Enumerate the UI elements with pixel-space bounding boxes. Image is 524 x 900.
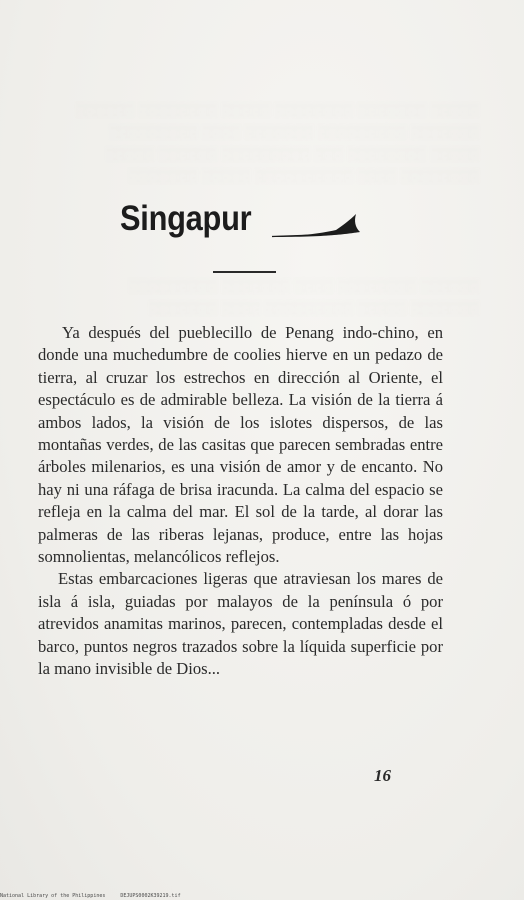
chapter-title: Singapur xyxy=(120,199,252,238)
flourish-ornament xyxy=(270,210,362,240)
paragraph-1: Ya después del pueblecillo de Penang indo-chino, en donde una muchedumbre de coolies hierve en un pedazo de tierra, al cruzar los estrechos en dirección al Oriente, el espectáculo es de admirable belleza. La visión de la tierra á ambos lados, la visión de los islotes dispersos, de las montañas verdes, de las casitas que parecen sembradas entre árboles milenarios, es una visión de amor y de encanto. No hay ni una ráfaga de brisa iracunda. La calma del espacio se refleja en la calma del mar. El sol de la tarde, al dorar las palmeras de las riberas lejanas, produce, entre las hojas somnolientas, melancólicos reflejos. xyxy=(38,323,443,567)
scan-footer xyxy=(0,893,181,899)
chapter-heading xyxy=(120,198,420,248)
body-text xyxy=(38,322,443,681)
bleed-through-texture: ░░░░░ ░░░░░░░ ░░░░░░░░ ░░░░░ ░░░░░░░░ ░░░░░░ ░░░░░░░ ░░░░░░░░░ ░░░░░░░ ░░░░ ░░░░░░░░░ ░░░░░ ░░░░░░░░ ░░░ ░░░░░░░░░ ░░░░░░ ░░░░░ ░░░░░░░░ ░░░░ ░░░░░░░░░░ ░░░░░ ░░░░░░░ ░░░░░░ ░░░░░░░░ ░░░░ ░░░░░░░ ░░░░░░░░░ ░░░░░░░ ░░░░░ ░░░░░░░░░ ░░░░ ░░░░░░░ xyxy=(75,103,480,316)
paragraph-2: Estas embarcaciones ligeras que atraviesan los mares de isla á isla, guiadas por malayos de la península ó por atrevidos anamitas marinos, parecen, contempladas desde el barco, puntos negros trazados sobre la líquida superficie por la mano invisible de Dios... xyxy=(38,569,443,679)
page-number: 16 xyxy=(374,766,391,785)
title-divider-rule xyxy=(213,271,276,273)
footer-code: DEJUPS0002K39219.tif xyxy=(120,893,181,899)
footer-library: National Library of the Philippines xyxy=(0,893,106,899)
